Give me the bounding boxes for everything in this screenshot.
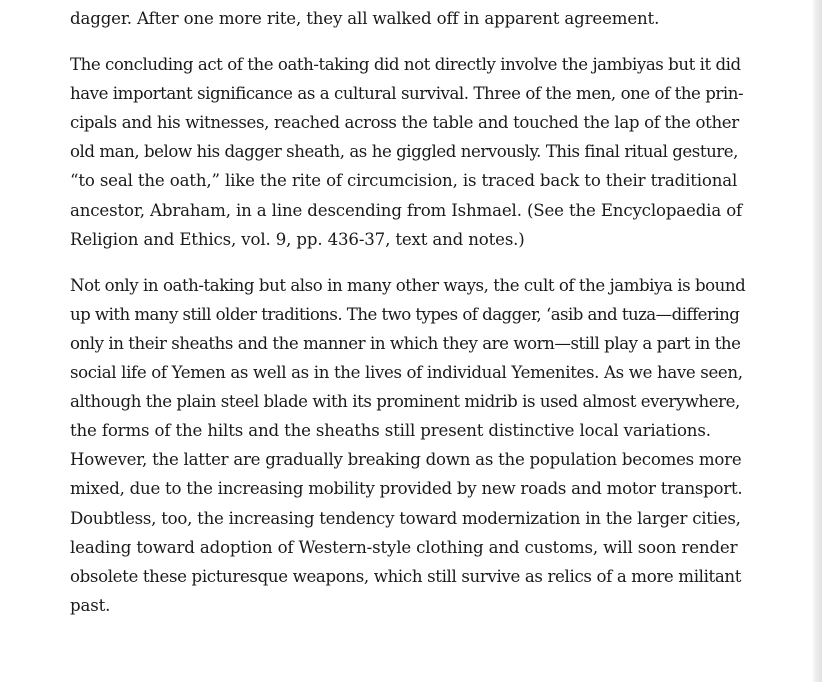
text-line: up with many still older traditions. The two types of dagger, ‘asib and tuza—differing xyxy=(70,304,740,324)
text-line: cipals and his witnesses, reached across the table and touched the lap of the other xyxy=(70,113,739,133)
text-line: The concluding act of the oath-taking did not directly involve the jambiyas but it did xyxy=(70,55,741,75)
text-line: although the plain steel blade with its prominent midrib is used almost everywhere, xyxy=(70,392,740,412)
text-line: Religion and Ethics, vol. 9, pp. 436-37, text and notes.) xyxy=(70,229,525,249)
document-body xyxy=(70,4,746,637)
text-line: dagger. After one more rite, they all walked off in apparent agreement. xyxy=(70,9,660,28)
text-line: Doubtless, too, the increasing tendency toward modernization in the larger cities, xyxy=(70,508,741,528)
text-line: mixed, due to the increasing mobility provided by new roads and motor transport. xyxy=(70,479,743,499)
paragraph-2 xyxy=(70,50,746,254)
text-line: the forms of the hilts and the sheaths still present distinctive local variations. xyxy=(70,421,711,441)
text-line: past. xyxy=(70,595,111,615)
text-line: social life of Yemen as well as in the lives of individual Yemenites. As we have seen, xyxy=(70,363,743,383)
text-line: leading toward adoption of Western-style clothing and customs, will soon render xyxy=(70,537,738,557)
paragraph-3 xyxy=(70,271,746,620)
text-line: “to seal the oath,” like the rite of circumcision, is traced back to their traditional xyxy=(70,171,738,191)
text-line: However, the latter are gradually breaking down as the population becomes more xyxy=(70,450,742,470)
paragraph-1 xyxy=(70,4,746,33)
page-edge-shadow xyxy=(812,0,822,682)
text-line: old man, below his dagger sheath, as he giggled nervously. This final ritual gesture, xyxy=(70,142,738,162)
text-line: ancestor, Abraham, in a line descending from Ishmael. (See the Encyclopaedia of xyxy=(70,200,743,220)
text-line: have important significance as a cultural survival. Three of the men, one of the prin- xyxy=(70,84,744,104)
text-line: Not only in oath-taking but also in many other ways, the cult of the jambiya is bound xyxy=(70,275,746,295)
text-line: obsolete these picturesque weapons, which still survive as relics of a more militant xyxy=(70,566,742,586)
text-line: only in their sheaths and the manner in which they are worn—still play a part in the xyxy=(70,333,741,353)
